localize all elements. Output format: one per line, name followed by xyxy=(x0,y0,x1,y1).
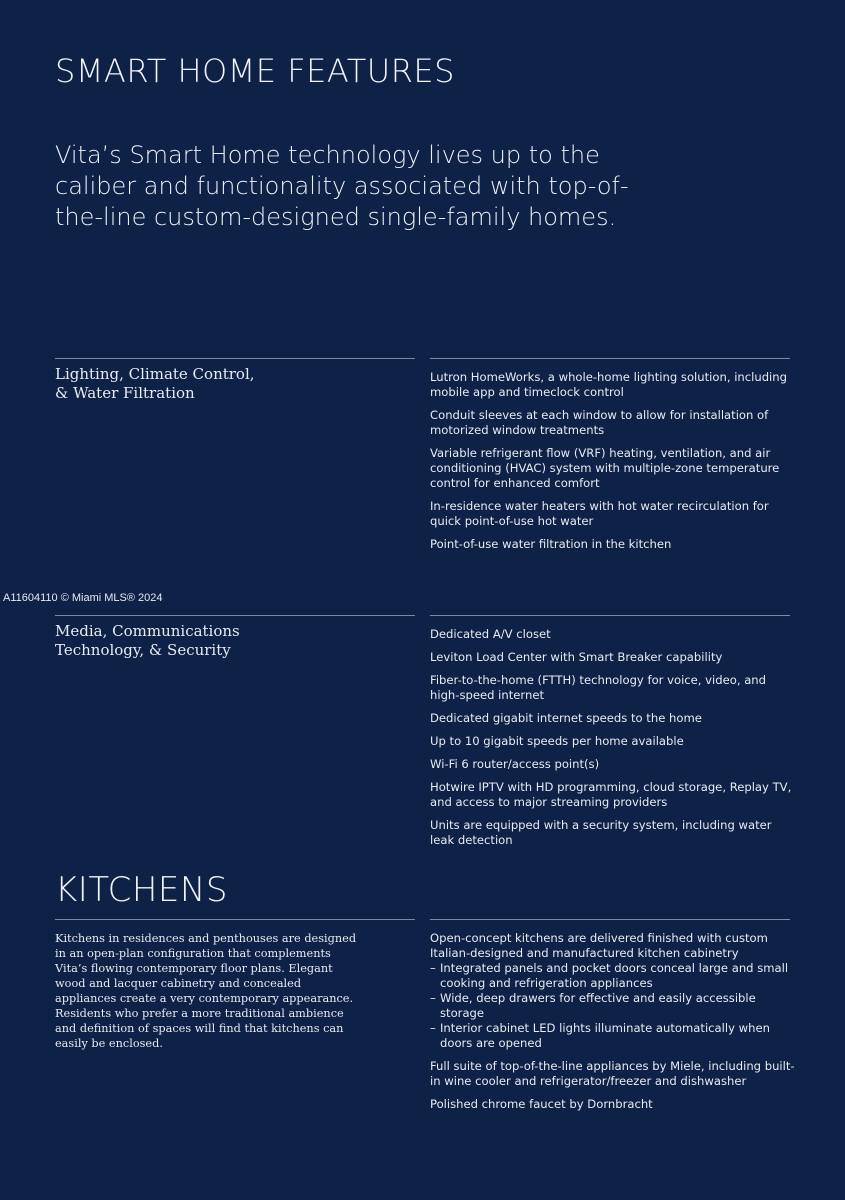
list-item: Units are equipped with a security system, including water leak detection xyxy=(430,818,772,847)
kitchen-features xyxy=(430,931,795,1112)
kitchen-appliances: Full suite of top-of-the-line appliances by Miele, including built-in wine cooler and refrigerator/freezer and dishwasher xyxy=(430,1059,795,1088)
section-divider xyxy=(55,919,415,920)
mls-watermark: A11604110 © Miami MLS® 2024 xyxy=(3,592,163,604)
list-item: – Integrated panels and pocket doors conceal large and small cooking and refrigeration appliances xyxy=(430,961,795,991)
kitchen-faucet: Polished chrome faucet by Dornbracht xyxy=(430,1097,653,1111)
list-item: – Wide, deep drawers for effective and easily accessible storage xyxy=(430,991,795,1021)
feature-list-media xyxy=(430,627,795,856)
page-title: SMART HOME FEATURES xyxy=(55,52,455,90)
list-item: Point-of-use water filtration in the kitchen xyxy=(430,537,672,551)
category-label-media xyxy=(55,622,355,660)
kitchen-intro: Open-concept kitchens are delivered finished with custom Italian-designed and manufactured kitchen cabinetry xyxy=(430,931,768,960)
feature-list-lighting xyxy=(430,370,795,560)
category-label-line: Lighting, Climate Control, xyxy=(55,365,255,383)
list-item: Fiber-to-the-home (FTTH) technology for voice, video, and high-speed internet xyxy=(430,673,767,702)
section-divider xyxy=(430,919,790,920)
section-divider xyxy=(430,615,790,616)
list-item: Conduit sleeves at each window to allow for installation of motorized window treatments xyxy=(430,408,769,437)
list-item: Dedicated A/V closet xyxy=(430,627,551,641)
category-label-lighting xyxy=(55,365,355,403)
list-item: – Interior cabinet LED lights illuminate automatically when doors are opened xyxy=(430,1021,795,1051)
intro-paragraph: Vita’s Smart Home technology lives up to the caliber and functionality associated with top-of-the-line custom-designed single-family homes. xyxy=(55,141,629,231)
section-divider xyxy=(55,358,415,359)
list-item: Variable refrigerant flow (VRF) heating, ventilation, and air conditioning (HVAC) system with multiple-zone temperature control for enhanced comfort xyxy=(430,446,780,490)
section-divider xyxy=(55,615,415,616)
category-label-line: & Water Filtration xyxy=(55,384,195,402)
category-label-line: Media, Communications xyxy=(55,622,240,640)
list-item: Up to 10 gigabit speeds per home available xyxy=(430,734,684,748)
list-item: Wi-Fi 6 router/access point(s) xyxy=(430,757,600,771)
list-item: Hotwire IPTV with HD programming, cloud storage, Replay TV, and access to major streaming providers xyxy=(430,780,792,809)
section-title-kitchens: KITCHENS xyxy=(55,870,228,910)
category-label-line: Technology, & Security xyxy=(55,641,231,659)
kitchen-description: Kitchens in residences and penthouses are designed in an open-plan configuration that complements Vita’s flowing contemporary floor plans. Elegant wood and lacquer cabinetry and concealed appliances create a very contemporary appearance. Residents who prefer a more traditional ambience and definition of spaces will find that kitchens can easily be enclosed. xyxy=(55,932,357,1050)
list-item: Lutron HomeWorks, a whole-home lighting solution, including mobile app and timeclock control xyxy=(430,370,787,399)
list-item: Leviton Load Center with Smart Breaker capability xyxy=(430,650,723,664)
list-item: Dedicated gigabit internet speeds to the home xyxy=(430,711,702,725)
section-divider xyxy=(430,358,790,359)
kitchen-sub-list xyxy=(430,961,795,1051)
list-item: In-residence water heaters with hot water recirculation for quick point-of-use hot water xyxy=(430,499,769,528)
